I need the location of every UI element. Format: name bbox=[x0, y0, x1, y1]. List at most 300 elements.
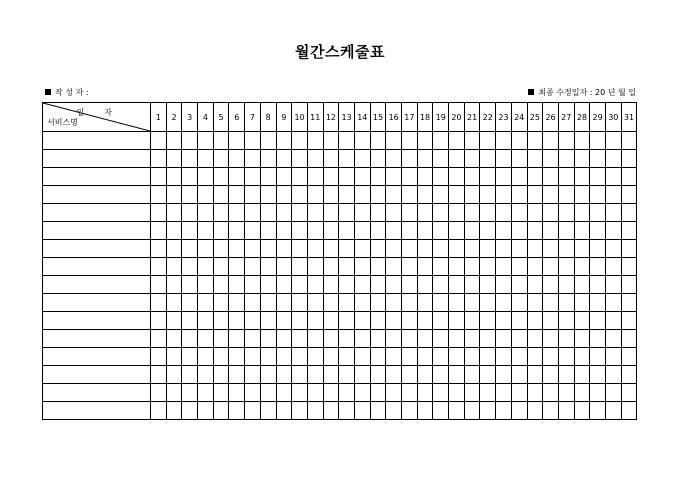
day-cell[interactable] bbox=[182, 384, 198, 402]
day-cell[interactable] bbox=[527, 402, 543, 420]
day-cell[interactable] bbox=[166, 258, 182, 276]
day-cell[interactable] bbox=[292, 186, 308, 204]
day-cell[interactable] bbox=[307, 168, 323, 186]
day-cell[interactable] bbox=[449, 348, 465, 366]
day-cell[interactable] bbox=[511, 402, 527, 420]
day-cell[interactable] bbox=[464, 276, 480, 294]
day-cell[interactable] bbox=[370, 150, 386, 168]
day-cell[interactable] bbox=[605, 348, 621, 366]
day-cell[interactable] bbox=[558, 366, 574, 384]
day-cell[interactable] bbox=[292, 222, 308, 240]
day-cell[interactable] bbox=[292, 402, 308, 420]
day-cell[interactable] bbox=[354, 150, 370, 168]
day-cell[interactable] bbox=[558, 222, 574, 240]
day-cell[interactable] bbox=[354, 168, 370, 186]
day-cell[interactable] bbox=[323, 276, 339, 294]
day-cell[interactable] bbox=[198, 330, 214, 348]
day-cell[interactable] bbox=[339, 402, 355, 420]
day-cell[interactable] bbox=[511, 330, 527, 348]
service-name-cell[interactable] bbox=[43, 330, 151, 348]
day-cell[interactable] bbox=[370, 204, 386, 222]
day-cell[interactable] bbox=[496, 132, 512, 150]
day-cell[interactable] bbox=[417, 312, 433, 330]
day-cell[interactable] bbox=[543, 204, 559, 222]
day-cell[interactable] bbox=[276, 366, 292, 384]
day-cell[interactable] bbox=[323, 384, 339, 402]
day-cell[interactable] bbox=[370, 186, 386, 204]
day-cell[interactable] bbox=[276, 132, 292, 150]
day-cell[interactable] bbox=[496, 366, 512, 384]
day-cell[interactable] bbox=[449, 132, 465, 150]
day-cell[interactable] bbox=[307, 150, 323, 168]
day-cell[interactable] bbox=[496, 240, 512, 258]
day-cell[interactable] bbox=[260, 168, 276, 186]
day-cell[interactable] bbox=[621, 222, 637, 240]
day-cell[interactable] bbox=[417, 348, 433, 366]
day-cell[interactable] bbox=[527, 222, 543, 240]
day-cell[interactable] bbox=[151, 222, 167, 240]
day-cell[interactable] bbox=[354, 204, 370, 222]
service-name-cell[interactable] bbox=[43, 204, 151, 222]
day-cell[interactable] bbox=[198, 258, 214, 276]
day-cell[interactable] bbox=[151, 204, 167, 222]
day-cell[interactable] bbox=[354, 384, 370, 402]
day-cell[interactable] bbox=[527, 204, 543, 222]
day-cell[interactable] bbox=[621, 186, 637, 204]
day-cell[interactable] bbox=[292, 330, 308, 348]
day-cell[interactable] bbox=[307, 132, 323, 150]
day-cell[interactable] bbox=[276, 276, 292, 294]
day-cell[interactable] bbox=[354, 402, 370, 420]
day-cell[interactable] bbox=[213, 312, 229, 330]
day-cell[interactable] bbox=[449, 186, 465, 204]
day-cell[interactable] bbox=[543, 348, 559, 366]
day-cell[interactable] bbox=[260, 402, 276, 420]
day-cell[interactable] bbox=[402, 168, 418, 186]
day-cell[interactable] bbox=[605, 330, 621, 348]
day-cell[interactable] bbox=[527, 366, 543, 384]
day-cell[interactable] bbox=[590, 312, 606, 330]
day-cell[interactable] bbox=[417, 276, 433, 294]
day-cell[interactable] bbox=[307, 258, 323, 276]
day-cell[interactable] bbox=[433, 402, 449, 420]
day-cell[interactable] bbox=[574, 258, 590, 276]
day-cell[interactable] bbox=[511, 150, 527, 168]
day-cell[interactable] bbox=[213, 168, 229, 186]
day-cell[interactable] bbox=[590, 330, 606, 348]
day-cell[interactable] bbox=[621, 258, 637, 276]
day-cell[interactable] bbox=[433, 150, 449, 168]
day-cell[interactable] bbox=[151, 150, 167, 168]
day-cell[interactable] bbox=[276, 330, 292, 348]
day-cell[interactable] bbox=[182, 240, 198, 258]
day-cell[interactable] bbox=[433, 240, 449, 258]
day-cell[interactable] bbox=[198, 150, 214, 168]
day-cell[interactable] bbox=[543, 312, 559, 330]
day-cell[interactable] bbox=[213, 240, 229, 258]
day-cell[interactable] bbox=[323, 348, 339, 366]
day-cell[interactable] bbox=[511, 132, 527, 150]
day-cell[interactable] bbox=[449, 150, 465, 168]
day-cell[interactable] bbox=[307, 384, 323, 402]
day-cell[interactable] bbox=[480, 258, 496, 276]
day-cell[interactable] bbox=[198, 312, 214, 330]
service-name-cell[interactable] bbox=[43, 294, 151, 312]
day-cell[interactable] bbox=[323, 402, 339, 420]
day-cell[interactable] bbox=[527, 348, 543, 366]
day-cell[interactable] bbox=[511, 348, 527, 366]
day-cell[interactable] bbox=[339, 330, 355, 348]
day-cell[interactable] bbox=[339, 204, 355, 222]
day-cell[interactable] bbox=[558, 294, 574, 312]
day-cell[interactable] bbox=[511, 168, 527, 186]
day-cell[interactable] bbox=[417, 150, 433, 168]
day-cell[interactable] bbox=[229, 348, 245, 366]
day-cell[interactable] bbox=[245, 240, 261, 258]
day-cell[interactable] bbox=[182, 150, 198, 168]
day-cell[interactable] bbox=[590, 222, 606, 240]
day-cell[interactable] bbox=[496, 168, 512, 186]
day-cell[interactable] bbox=[276, 384, 292, 402]
day-cell[interactable] bbox=[417, 402, 433, 420]
day-cell[interactable] bbox=[276, 222, 292, 240]
day-cell[interactable] bbox=[417, 132, 433, 150]
day-cell[interactable] bbox=[213, 384, 229, 402]
day-cell[interactable] bbox=[511, 258, 527, 276]
day-cell[interactable] bbox=[543, 186, 559, 204]
day-cell[interactable] bbox=[151, 186, 167, 204]
day-cell[interactable] bbox=[198, 348, 214, 366]
day-cell[interactable] bbox=[433, 348, 449, 366]
day-cell[interactable] bbox=[449, 276, 465, 294]
day-cell[interactable] bbox=[449, 402, 465, 420]
day-cell[interactable] bbox=[307, 294, 323, 312]
day-cell[interactable] bbox=[449, 366, 465, 384]
day-cell[interactable] bbox=[151, 330, 167, 348]
day-cell[interactable] bbox=[590, 204, 606, 222]
day-cell[interactable] bbox=[574, 312, 590, 330]
day-cell[interactable] bbox=[323, 312, 339, 330]
day-cell[interactable] bbox=[151, 240, 167, 258]
day-cell[interactable] bbox=[558, 240, 574, 258]
service-name-cell[interactable] bbox=[43, 222, 151, 240]
day-cell[interactable] bbox=[276, 294, 292, 312]
day-cell[interactable] bbox=[558, 132, 574, 150]
day-cell[interactable] bbox=[449, 312, 465, 330]
day-cell[interactable] bbox=[605, 168, 621, 186]
day-cell[interactable] bbox=[496, 204, 512, 222]
day-cell[interactable] bbox=[276, 348, 292, 366]
day-cell[interactable] bbox=[496, 258, 512, 276]
day-cell[interactable] bbox=[182, 348, 198, 366]
day-cell[interactable] bbox=[245, 294, 261, 312]
service-name-cell[interactable] bbox=[43, 240, 151, 258]
day-cell[interactable] bbox=[276, 240, 292, 258]
day-cell[interactable] bbox=[464, 240, 480, 258]
day-cell[interactable] bbox=[307, 204, 323, 222]
day-cell[interactable] bbox=[307, 348, 323, 366]
day-cell[interactable] bbox=[511, 222, 527, 240]
day-cell[interactable] bbox=[182, 294, 198, 312]
day-cell[interactable] bbox=[151, 312, 167, 330]
day-cell[interactable] bbox=[354, 240, 370, 258]
day-cell[interactable] bbox=[245, 348, 261, 366]
day-cell[interactable] bbox=[417, 204, 433, 222]
day-cell[interactable] bbox=[229, 258, 245, 276]
day-cell[interactable] bbox=[480, 150, 496, 168]
day-cell[interactable] bbox=[433, 384, 449, 402]
day-cell[interactable] bbox=[527, 186, 543, 204]
day-cell[interactable] bbox=[260, 330, 276, 348]
day-cell[interactable] bbox=[605, 276, 621, 294]
day-cell[interactable] bbox=[307, 276, 323, 294]
day-cell[interactable] bbox=[574, 402, 590, 420]
day-cell[interactable] bbox=[433, 204, 449, 222]
day-cell[interactable] bbox=[543, 258, 559, 276]
day-cell[interactable] bbox=[543, 366, 559, 384]
day-cell[interactable] bbox=[166, 348, 182, 366]
day-cell[interactable] bbox=[229, 240, 245, 258]
day-cell[interactable] bbox=[386, 312, 402, 330]
day-cell[interactable] bbox=[386, 276, 402, 294]
day-cell[interactable] bbox=[621, 384, 637, 402]
day-cell[interactable] bbox=[402, 132, 418, 150]
day-cell[interactable] bbox=[245, 150, 261, 168]
day-cell[interactable] bbox=[480, 312, 496, 330]
day-cell[interactable] bbox=[449, 204, 465, 222]
day-cell[interactable] bbox=[511, 204, 527, 222]
day-cell[interactable] bbox=[402, 402, 418, 420]
day-cell[interactable] bbox=[417, 330, 433, 348]
day-cell[interactable] bbox=[370, 330, 386, 348]
service-name-cell[interactable] bbox=[43, 348, 151, 366]
day-cell[interactable] bbox=[245, 132, 261, 150]
day-cell[interactable] bbox=[590, 132, 606, 150]
day-cell[interactable] bbox=[496, 348, 512, 366]
day-cell[interactable] bbox=[527, 330, 543, 348]
day-cell[interactable] bbox=[339, 258, 355, 276]
day-cell[interactable] bbox=[464, 132, 480, 150]
day-cell[interactable] bbox=[260, 294, 276, 312]
day-cell[interactable] bbox=[229, 150, 245, 168]
day-cell[interactable] bbox=[151, 366, 167, 384]
day-cell[interactable] bbox=[558, 258, 574, 276]
day-cell[interactable] bbox=[198, 276, 214, 294]
day-cell[interactable] bbox=[574, 132, 590, 150]
day-cell[interactable] bbox=[323, 240, 339, 258]
day-cell[interactable] bbox=[480, 384, 496, 402]
day-cell[interactable] bbox=[370, 294, 386, 312]
day-cell[interactable] bbox=[590, 186, 606, 204]
day-cell[interactable] bbox=[496, 384, 512, 402]
day-cell[interactable] bbox=[354, 132, 370, 150]
day-cell[interactable] bbox=[323, 222, 339, 240]
day-cell[interactable] bbox=[213, 348, 229, 366]
day-cell[interactable] bbox=[276, 312, 292, 330]
day-cell[interactable] bbox=[292, 384, 308, 402]
day-cell[interactable] bbox=[417, 240, 433, 258]
day-cell[interactable] bbox=[496, 312, 512, 330]
day-cell[interactable] bbox=[496, 330, 512, 348]
day-cell[interactable] bbox=[260, 150, 276, 168]
day-cell[interactable] bbox=[590, 276, 606, 294]
day-cell[interactable] bbox=[198, 186, 214, 204]
day-cell[interactable] bbox=[213, 204, 229, 222]
day-cell[interactable] bbox=[480, 222, 496, 240]
day-cell[interactable] bbox=[307, 186, 323, 204]
day-cell[interactable] bbox=[574, 348, 590, 366]
day-cell[interactable] bbox=[260, 186, 276, 204]
day-cell[interactable] bbox=[605, 402, 621, 420]
day-cell[interactable] bbox=[386, 294, 402, 312]
day-cell[interactable] bbox=[339, 294, 355, 312]
day-cell[interactable] bbox=[527, 312, 543, 330]
day-cell[interactable] bbox=[464, 294, 480, 312]
day-cell[interactable] bbox=[182, 204, 198, 222]
day-cell[interactable] bbox=[229, 186, 245, 204]
day-cell[interactable] bbox=[621, 402, 637, 420]
day-cell[interactable] bbox=[182, 186, 198, 204]
day-cell[interactable] bbox=[402, 312, 418, 330]
day-cell[interactable] bbox=[527, 294, 543, 312]
day-cell[interactable] bbox=[480, 330, 496, 348]
day-cell[interactable] bbox=[292, 366, 308, 384]
day-cell[interactable] bbox=[213, 330, 229, 348]
day-cell[interactable] bbox=[339, 384, 355, 402]
day-cell[interactable] bbox=[370, 366, 386, 384]
day-cell[interactable] bbox=[543, 402, 559, 420]
day-cell[interactable] bbox=[449, 168, 465, 186]
day-cell[interactable] bbox=[339, 240, 355, 258]
day-cell[interactable] bbox=[511, 294, 527, 312]
day-cell[interactable] bbox=[574, 204, 590, 222]
day-cell[interactable] bbox=[323, 204, 339, 222]
day-cell[interactable] bbox=[182, 132, 198, 150]
day-cell[interactable] bbox=[433, 258, 449, 276]
day-cell[interactable] bbox=[339, 276, 355, 294]
day-cell[interactable] bbox=[213, 276, 229, 294]
day-cell[interactable] bbox=[543, 240, 559, 258]
day-cell[interactable] bbox=[354, 330, 370, 348]
day-cell[interactable] bbox=[386, 222, 402, 240]
day-cell[interactable] bbox=[292, 150, 308, 168]
day-cell[interactable] bbox=[574, 240, 590, 258]
day-cell[interactable] bbox=[621, 132, 637, 150]
day-cell[interactable] bbox=[590, 150, 606, 168]
day-cell[interactable] bbox=[621, 366, 637, 384]
day-cell[interactable] bbox=[605, 132, 621, 150]
day-cell[interactable] bbox=[339, 132, 355, 150]
day-cell[interactable] bbox=[292, 276, 308, 294]
day-cell[interactable] bbox=[464, 384, 480, 402]
day-cell[interactable] bbox=[574, 150, 590, 168]
day-cell[interactable] bbox=[292, 294, 308, 312]
day-cell[interactable] bbox=[166, 330, 182, 348]
day-cell[interactable] bbox=[417, 222, 433, 240]
day-cell[interactable] bbox=[590, 366, 606, 384]
day-cell[interactable] bbox=[229, 294, 245, 312]
day-cell[interactable] bbox=[417, 168, 433, 186]
day-cell[interactable] bbox=[260, 132, 276, 150]
day-cell[interactable] bbox=[558, 384, 574, 402]
day-cell[interactable] bbox=[245, 186, 261, 204]
day-cell[interactable] bbox=[496, 222, 512, 240]
day-cell[interactable] bbox=[198, 240, 214, 258]
day-cell[interactable] bbox=[339, 366, 355, 384]
day-cell[interactable] bbox=[496, 402, 512, 420]
day-cell[interactable] bbox=[590, 294, 606, 312]
day-cell[interactable] bbox=[590, 402, 606, 420]
day-cell[interactable] bbox=[245, 402, 261, 420]
day-cell[interactable] bbox=[245, 222, 261, 240]
day-cell[interactable] bbox=[229, 402, 245, 420]
day-cell[interactable] bbox=[354, 222, 370, 240]
day-cell[interactable] bbox=[276, 402, 292, 420]
day-cell[interactable] bbox=[323, 258, 339, 276]
day-cell[interactable] bbox=[464, 150, 480, 168]
day-cell[interactable] bbox=[339, 312, 355, 330]
day-cell[interactable] bbox=[574, 222, 590, 240]
day-cell[interactable] bbox=[245, 258, 261, 276]
day-cell[interactable] bbox=[464, 186, 480, 204]
day-cell[interactable] bbox=[198, 294, 214, 312]
day-cell[interactable] bbox=[260, 240, 276, 258]
day-cell[interactable] bbox=[480, 294, 496, 312]
day-cell[interactable] bbox=[496, 276, 512, 294]
day-cell[interactable] bbox=[166, 132, 182, 150]
day-cell[interactable] bbox=[433, 312, 449, 330]
day-cell[interactable] bbox=[370, 312, 386, 330]
day-cell[interactable] bbox=[166, 240, 182, 258]
day-cell[interactable] bbox=[527, 150, 543, 168]
day-cell[interactable] bbox=[245, 312, 261, 330]
day-cell[interactable] bbox=[386, 366, 402, 384]
day-cell[interactable] bbox=[433, 276, 449, 294]
service-name-cell[interactable] bbox=[43, 168, 151, 186]
day-cell[interactable] bbox=[307, 222, 323, 240]
day-cell[interactable] bbox=[276, 168, 292, 186]
day-cell[interactable] bbox=[590, 258, 606, 276]
day-cell[interactable] bbox=[558, 186, 574, 204]
day-cell[interactable] bbox=[480, 276, 496, 294]
day-cell[interactable] bbox=[323, 132, 339, 150]
day-cell[interactable] bbox=[480, 240, 496, 258]
day-cell[interactable] bbox=[354, 258, 370, 276]
day-cell[interactable] bbox=[402, 366, 418, 384]
day-cell[interactable] bbox=[386, 204, 402, 222]
day-cell[interactable] bbox=[511, 384, 527, 402]
day-cell[interactable] bbox=[260, 348, 276, 366]
day-cell[interactable] bbox=[182, 366, 198, 384]
day-cell[interactable] bbox=[166, 168, 182, 186]
day-cell[interactable] bbox=[276, 258, 292, 276]
day-cell[interactable] bbox=[260, 312, 276, 330]
day-cell[interactable] bbox=[574, 186, 590, 204]
day-cell[interactable] bbox=[527, 276, 543, 294]
day-cell[interactable] bbox=[558, 168, 574, 186]
day-cell[interactable] bbox=[151, 402, 167, 420]
day-cell[interactable] bbox=[480, 204, 496, 222]
day-cell[interactable] bbox=[198, 204, 214, 222]
day-cell[interactable] bbox=[370, 222, 386, 240]
day-cell[interactable] bbox=[307, 366, 323, 384]
day-cell[interactable] bbox=[605, 150, 621, 168]
day-cell[interactable] bbox=[402, 384, 418, 402]
day-cell[interactable] bbox=[213, 132, 229, 150]
day-cell[interactable] bbox=[496, 186, 512, 204]
day-cell[interactable] bbox=[433, 330, 449, 348]
day-cell[interactable] bbox=[605, 222, 621, 240]
